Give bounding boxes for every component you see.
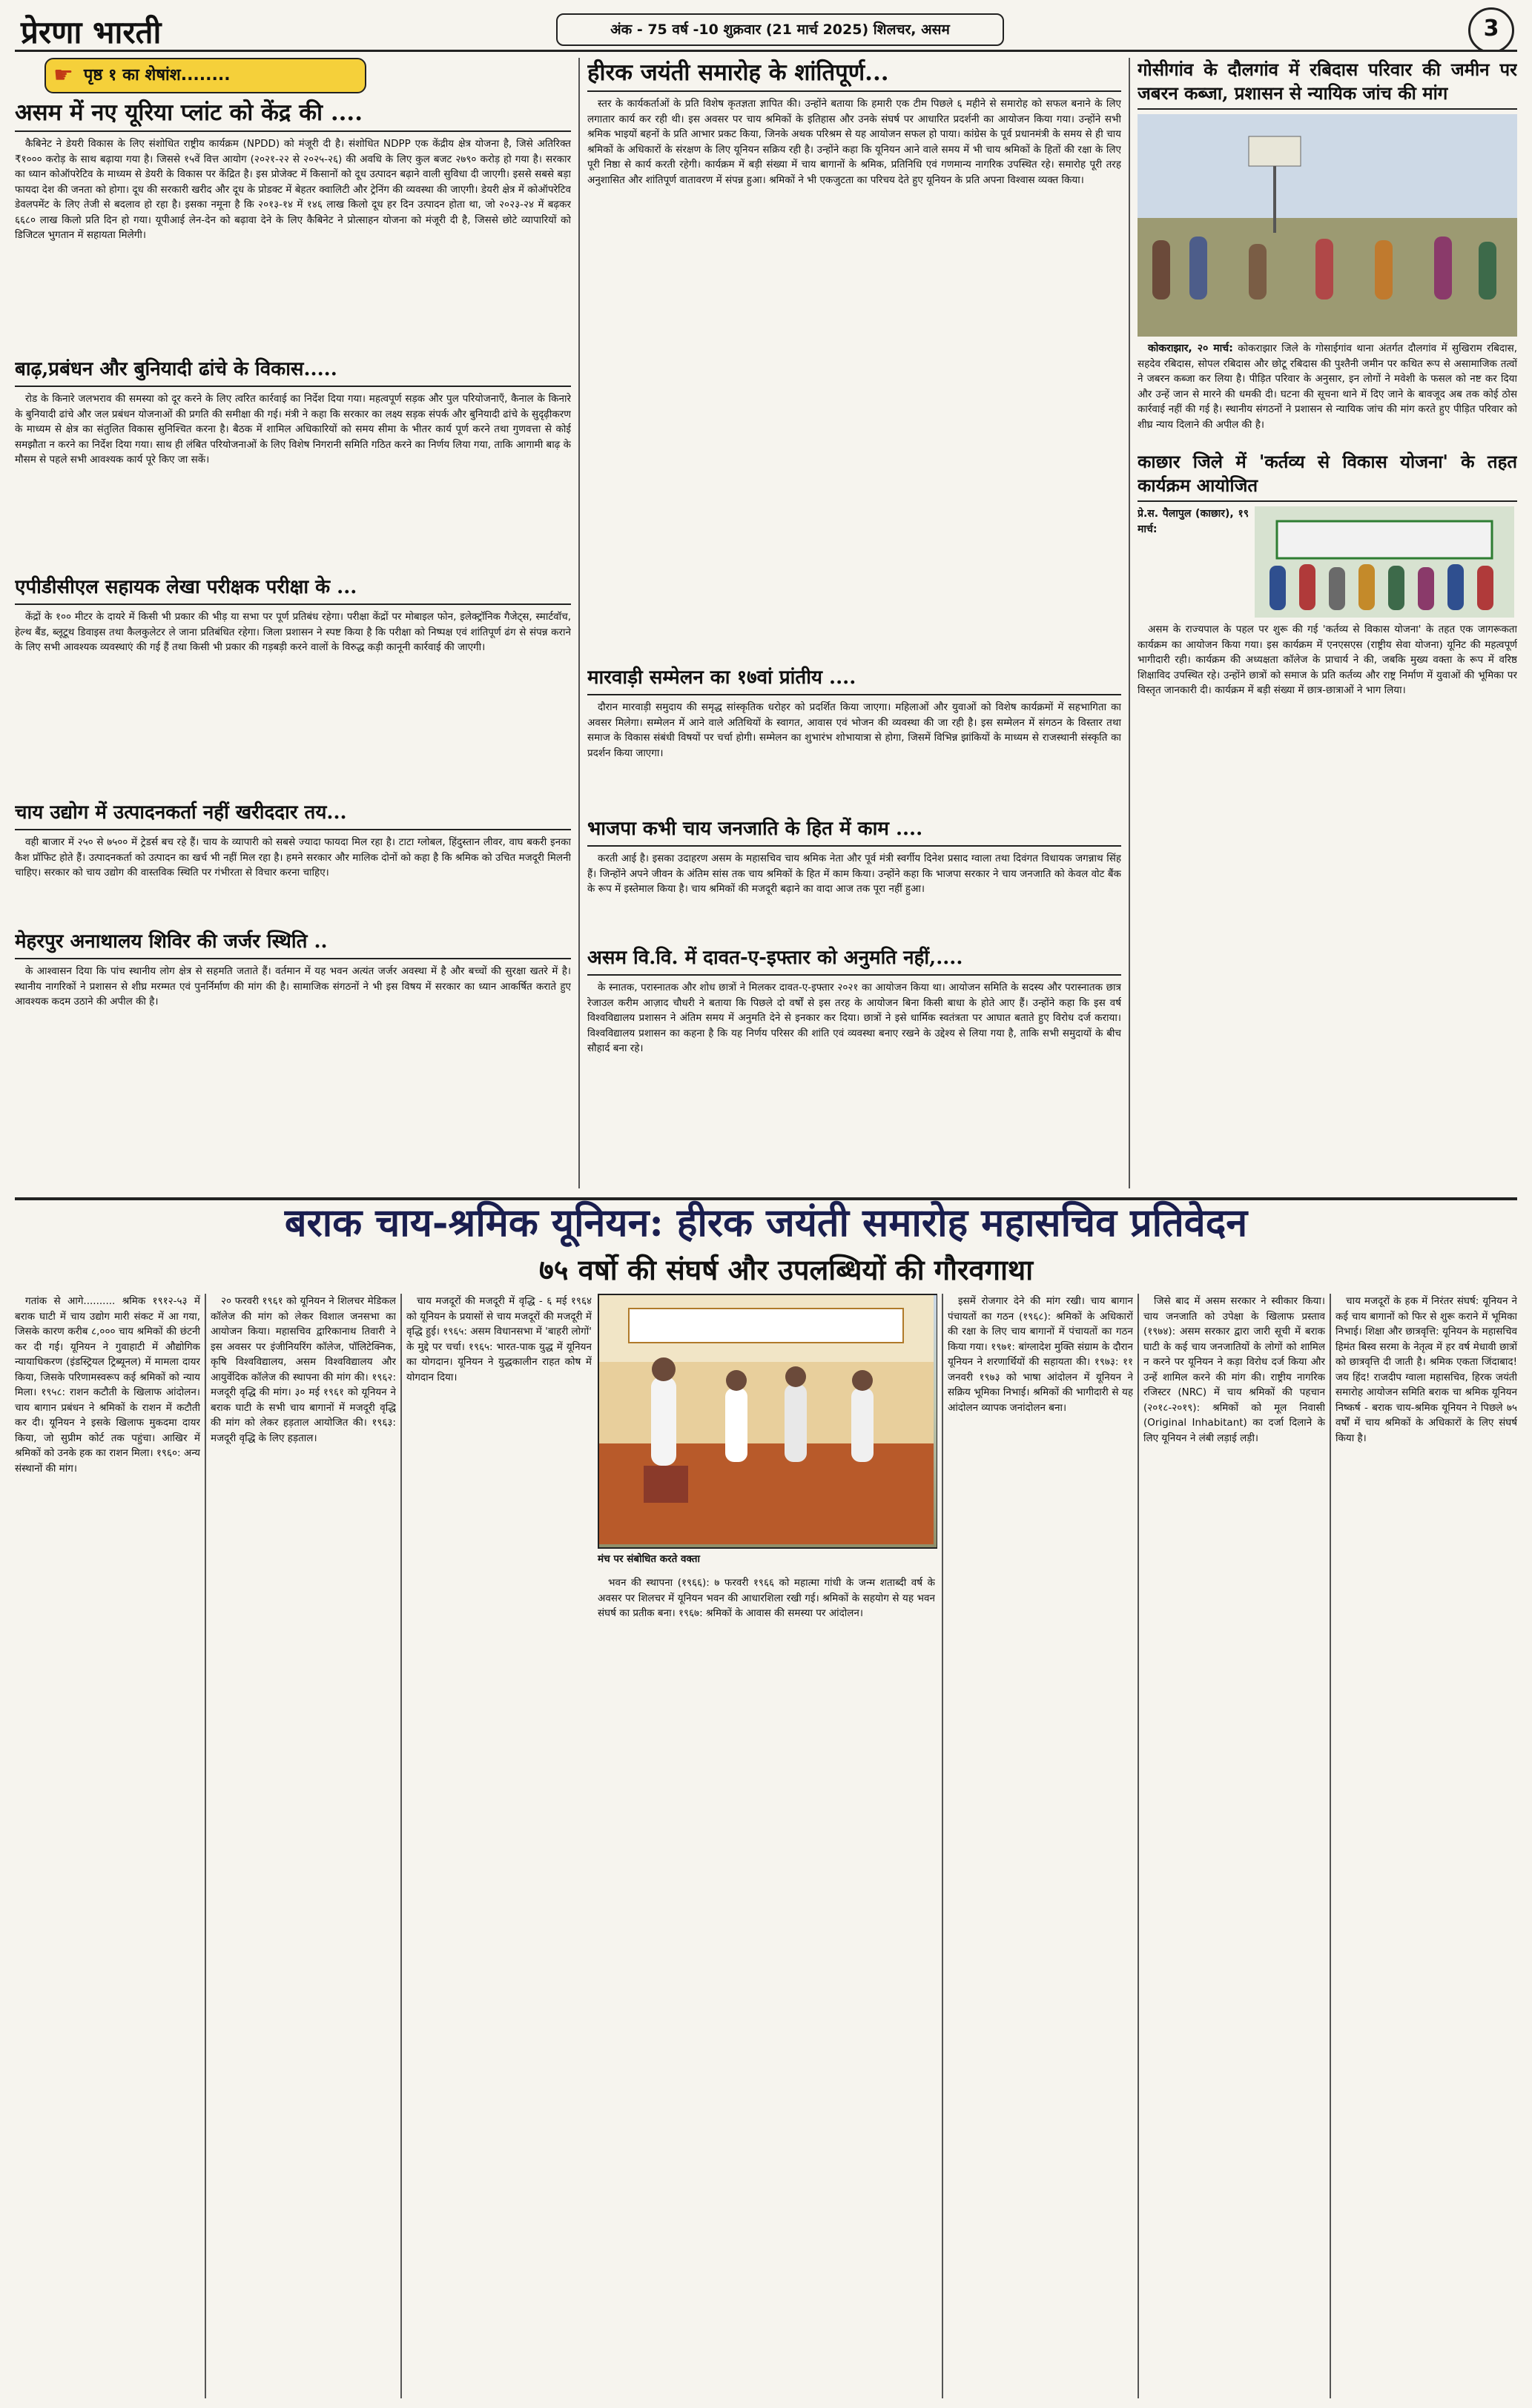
feature-column-b-text: २० फरवरी १९६१ को यूनियन ने शिलचर मेडिकल कॉलेज की मांग को लेकर विशाल जनसभा का आयोजन किया। महासचिव द्वारिकानाथ तिवारी ने इस अवसर पर इंजीनियरिंग कॉलेज, पॉलिटेक्निक, कृषि विश्वविद्यालय, असम विश्वविद्यालय और आयुर्वेदिक कॉलेज की स्थापना की मांग की। १९६२: मजदूरी वृद्धि की मांग। ३० मई १९६१ को यूनियन ने बराक घाटी के सभी चाय बागानों में मजदूरी वृद्धि की मांग को लेकर हड़ताल आयोजित की। १९६३: मजदूरी वृद्धि के लिए हड़ताल। bbox=[211, 1295, 396, 1444]
cachar-dateline: प्रे.स. पैलापुल (काछार), १९ मार्च: bbox=[1138, 508, 1249, 535]
diamond-jubilee-body: स्तर के कार्यकर्ताओं के प्रति विशेष कृतज्ञता ज्ञापित की। उन्होंने बताया कि हमारी एक टीम पिछले ६ महीने से समारोह को सफल बनाने के लिए लगातार कार्य कर रही थी। इस अवसर पर चाय श्रमिकों के इतिहास और उनके संघर्ष पर आधारित प्रदर्शनी का आयोजन किया गया। उन्होंने सभी श्रमिक भाइयों बहनों के प्रति आभार प्रकट किया, जिनके अथक परिश्रम से यह आयोजन सफल हो पाया। कांग्रेस के पूर्व प्रधानमंत्री के समय से ही चाय श्रमिकों के अधिकारों के संरक्षण के लिए यूनियन सक्रिय रही है। उन्होंने कहा कि यूनियन आने वाले समय में भी चाय श्रमिकों के हितों की रक्षा के लिए पूरी निष्ठा से कार्य करती रहेगी। कार्यक्रम में बड़ी संख्या में चाय बागानों के श्रमिक, प्रतिनिधि एवं गणमान्य नागरिक उपस्थित रहे। समारोह पूरी तरह अनुशासित और शांतिपूर्ण वातावरण में संपन्न हुआ। श्रमिकों ने भी एकजुटता का परिचय देते हुए यूनियन के प्रति अपना विश्वास व्यक्त किया। bbox=[587, 98, 1121, 186]
feature-column-a-text: गतांक से आगे.......... श्रमिक १९१२-५३ में बराक घाटी में चाय उद्योग मारी संकट में आ गया, जिसके कारण करीब ८,००० चाय श्रमिकों की छंटनी कर दी गई। यूनियन ने गुवाहाटी में औद्योगिक न्यायाधिकरण (इंडस्ट्रियल ट्रिब्यूनल) में मामला दायर किया, जिसके परिणामस्वरूप कई श्रमिकों को न्याय मिला। १९५८: राशन कटौती के खिलाफ आंदोलन। चाय बागान प्रबंधन ने श्रमिकों के राशन में कटौती कर दी। यूनियन ने इसके खिलाफ मुकदमा दायर किया, जो सुप्रीम कोर्ट तक पहुंचा। आखिर में श्रमिकों को उनके हक का राशन मिला। १९६०: अन्य संस्थानों की मांग। bbox=[15, 1295, 200, 1475]
feature-column-e-text: जिसे बाद में असम सरकार ने स्वीकार किया। चाय जनजाति को उपेक्षा के खिलाफ प्रस्ताव (१९७४): असम सरकार द्वारा जारी सूची में बराक घाटी के कई चाय जनजातियों के लोगों को शामिल न करने पर यूनियन ने कड़ा विरोध दर्ज किया और उन्हें शामिल करने की मांग की। राष्ट्रीय नागरिक रजिस्टर (NRC) में चाय श्रमिकों की पहचान (२०१८-२०१९): श्रमिकों को मूल निवासी (Original Inhabitant) का दर्जा दिलाने के लिए यूनियन ने लंबी लड़ाई लड़ी। bbox=[1143, 1295, 1325, 1444]
diamond-jubilee-headline: हीरक जयंती समारोह के शांतिपूर्ण... bbox=[587, 58, 1121, 92]
column-divider bbox=[1129, 58, 1130, 1188]
feature-column-c bbox=[406, 1294, 592, 2398]
gosigaon-body: कोकराझार जिले के गोसाईगांव थाना अंतर्गत दौलगांव में सुखिराम रबिदास, सहदेव रबिदास, सोपल रबिदास और छोटू रबिदास की पुश्तैनी जमीन पर कथित रूप से असामाजिक तत्वों ने जबरन कब्जा कर लिया है। पीड़ित परिवार के अनुसार, इन लोगों ने मवेशी के फसल को नष्ट कर दिया और उन्हें जान से मारने की धमकी दी। घटना की सूचना थाने में दिए जाने के बावजूद अब तक कोई ठोस कार्रवाई नहीं की गई है। स्थानीय संगठनों ने प्रशासन से न्यायिक जांच की मांग करते हुए पीड़ित परिवार को शीघ्र न्याय दिलाने की अपील की है। bbox=[1138, 343, 1517, 431]
column-divider bbox=[1138, 1294, 1139, 2398]
page-number: 3 bbox=[1468, 7, 1514, 52]
continued-label: पृष्ठ १ का शेषांश........ bbox=[83, 65, 231, 85]
tea-industry-headline: चाय उद्योग में उत्पादनकर्ता नहीं खरीददार तय... bbox=[15, 799, 571, 830]
tea-industry-body: वही बाजार में २५० से ७५०० में ट्रेडर्स बच रहे हैं। चाय के व्यापारी को सबसे ज्यादा फायदा मिल रहा है। टाटा ग्लोबल, हिंदुस्तान लीवर, वाघ बकरी इनका कैश प्रॉफिट होते हैं। उत्पादनकर्ता को उत्पादन का खर्च भी नहीं मिल रहा है। हमने सरकार और मालिक दोनों को कहा है कि श्रमिक को उचित मजदूरी मिलनी चाहिए। सरकार को चाय उद्योग की वास्तविक स्थिति पर गंभीरता से विचार करना चाहिए। bbox=[15, 836, 571, 879]
masthead bbox=[15, 6, 1517, 52]
bjp-headline: भाजपा कभी चाय जनजाति के हित में काम .... bbox=[587, 816, 1121, 847]
university-headline: असम वि.वि. में दावत-ए-इफ्तार को अनुमति नहीं,.... bbox=[587, 945, 1121, 976]
column-divider bbox=[400, 1294, 402, 2398]
newspaper-title: प्रेरणा भारती bbox=[21, 14, 162, 50]
feature-column-d-text: इसमें रोजगार देने की मांग रखी। चाय बागान पंचायतों का गठन (१९६८): श्रमिकों के अधिकारों की रक्षा के लिए चाय बागानों में पंचायतों का गठन किया गया। १९७१: बांग्लादेश मुक्ति संग्राम के दौरान यूनियन ने शरणार्थियों की सहायता की। १९७३: ११ जनवरी १९७३ को भाषा आंदोलन में यूनियन ने सक्रिय भूमिका निभाई। श्रमिकों की भागीदारी से यह आंदोलन व्यापक जनांदोलन बना। bbox=[948, 1295, 1133, 1414]
column-3 bbox=[1138, 58, 1517, 1188]
feature-photo-block bbox=[406, 1294, 937, 2398]
flood-headline: बाढ़,प्रबंधन और बुनियादी ढांचे के विकास..... bbox=[15, 356, 571, 387]
feature-stage-photo-art bbox=[599, 1295, 934, 1544]
cachar-event-photo-art bbox=[1255, 506, 1514, 618]
gosigaon-dateline: कोकराझार, २० मार्च: bbox=[1148, 343, 1233, 354]
column-divider bbox=[205, 1294, 206, 2398]
bjp-body: करती आई है। इसका उदाहरण असम के महासचिव चाय श्रमिक नेता और पूर्व मंत्री स्वर्गीय दिनेश प्रसाद ग्वाला तथा दिवंगत विधायक जगन्नाथ सिंह हैं। जिन्होंने अपने जीवन के अंतिम सांस तक चाय श्रमिकों के हित में काम किया। उन्होंने कहा कि भाजपा सरकार ने चाय जनजाति को केवल वोट बैंक के रूप में इस्तेमाल किया है। चाय श्रमिकों की मजदूरी बढ़ाने का वादा आज तक पूरा नहीं हुआ। bbox=[587, 853, 1121, 895]
marwari-headline: मारवाड़ी सम्मेलन का १७वां प्रांतीय .... bbox=[587, 664, 1121, 695]
feature-column-c-bottom-text: भवन की स्थापना (१९६६): ७ फरवरी १९६६ को महात्मा गांधी के जन्म शताब्दी वर्ष के अवसर पर शिलचर में यूनियन भवन की आधारशिला रखी गई। श्रमिकों के सहयोग से यह भवन संघर्ष का प्रतीक बना। १९६७: श्रमिकों के आवास की समस्या पर आंदोलन। bbox=[598, 1577, 935, 1619]
feature-column-b bbox=[211, 1294, 396, 2398]
apdcl-headline: एपीडीसीएल सहायक लेखा परीक्षक परीक्षा के ... bbox=[15, 574, 571, 605]
cachar-article bbox=[1138, 506, 1517, 618]
university-body: के स्नातक, परास्नातक और शोध छात्रों ने मिलकर दावत-ए-इफ्तार २०२१ का आयोजन किया था। आयोजन समिति के सदस्य और परास्नातक छात्र रेजाउल करीम आज़ाद चौधरी ने बताया कि पिछले दो वर्षों से इस तरह के आयोजन बिना किसी बाधा के होते आए हैं। उन्होंने कहा कि इस वर्ष विश्वविद्यालय प्रशासन ने अंतिम समय में अनुमति देने से इनकार कर दिया। छात्रों ने इसे धार्मिक स्वतंत्रता पर आघात बताते हुए विरोध दर्ज कराया। विश्वविद्यालय प्रशासन का कहना है कि यह निर्णय परिसर की शांति एवं व्यवस्था बनाए रखने के उद्देश्य से लिया गया है, ताकि सभी समुदायों के बीच सौहार्द बना रहे। bbox=[587, 982, 1121, 1054]
orphanage-headline: मेहरपुर अनाथालय शिविर की जर्जर स्थिति .. bbox=[15, 928, 571, 959]
land-dispute-photo-art bbox=[1138, 114, 1517, 337]
feature-stage-photo bbox=[598, 1294, 937, 1549]
feature-column-c-bottom bbox=[598, 1575, 935, 2398]
feature-photo-caption: मंच पर संबोधित करते वक्ता bbox=[598, 1553, 700, 1565]
feature-subtitle: ७५ वर्षो की संघर्ष और उपलब्धियों की गौरवगाथा bbox=[415, 1251, 1157, 1286]
feature-banner bbox=[15, 1197, 1517, 1286]
feature-column-f bbox=[1335, 1294, 1517, 2398]
feature-column-c-top-text: चाय मजदूरों की मजदूरी में वृद्धि - ६ मई १९६४ को यूनियन के प्रयासों से चाय मजदूरों की मजदूरी में वृद्धि हुई। १९६५: असम विधानसभा में 'बाहरी लोगों' के मुद्दे पर चर्चा। १९६५: भारत-पाक युद्ध में यूनियन का योगदान। यूनियन ने युद्धकालीन राहत कोष में योगदान दिया। bbox=[406, 1295, 592, 1383]
cachar-dateline-block bbox=[1138, 506, 1249, 618]
gosigaon-article bbox=[1138, 341, 1517, 432]
pointing-hand-icon: ☛ bbox=[53, 62, 73, 88]
marwari-body: दौरान मारवाड़ी समुदाय की समृद्ध सांस्कृतिक धरोहर को प्रदर्शित किया जाएगा। महिलाओं और युवाओं को विशेष कार्यक्रमों में सहभागिता का अवसर मिलेगा। सम्मेलन में आने वाले अतिथियों के स्वागत, आवास एवं भोजन की व्यवस्था की जा रही है। इस सम्मेलन में संगठन के विस्तार तथा समाज के विकास संबंधी विषयों पर चर्चा होगी। सम्मेलन का शुभारंभ शोभायात्रा से होगा, जिसमें विभिन्न झांकियों के माध्यम से राजस्थानी संस्कृति का प्रदर्शन किया जाएगा। bbox=[587, 701, 1121, 759]
column-1 bbox=[15, 58, 571, 1188]
feature-column-f-text: चाय मजदूरों के हक में निरंतर संघर्ष: यूनियन ने कई चाय बागानों को फिर से शुरू कराने में भूमिका निभाई। शिक्षा और छात्रवृत्ति: यूनियन के महासचिव हिमंत बिस्व सरमा के नेतृत्व में हर वर्ष मेधावी छात्रों को छात्रवृत्ति दी जाती है। श्रमिक एकता जिंदाबाद! जय हिंद! राजदीप ग्वाला महासचिव, हिरक जयंती समारोह आयोजन समिति बराक चा श्रमिक यूनियन निष्कर्ष - बराक चाय-श्रमिक यूनियन ने पिछले ७५ वर्षों में चाय श्रमिकों के अधिकारों के लिए संघर्ष किया है। bbox=[1335, 1295, 1517, 1444]
cachar-headline: काछार जिले में 'कर्तव्य से विकास योजना' के तहत कार्यक्रम आयोजित bbox=[1138, 450, 1517, 502]
feature-column-a bbox=[15, 1294, 200, 2398]
urea-headline: असम में नए यूरिया प्लांट को केंद्र की .... bbox=[15, 98, 571, 132]
cachar-event-photo bbox=[1255, 506, 1514, 618]
column-divider bbox=[942, 1294, 943, 2398]
urea-body: कैबिनेट ने डेयरी विकास के लिए संशोधित राष्ट्रीय कार्यक्रम (NPDD) को मंजूरी दी है। संशोधित NDPP एक केंद्रीय क्षेत्र योजना है, जिसे अतिरिक्त ₹१००० करोड़ के साथ बढ़ाया गया है। जिससे १५वें वित्त आयोग (२०२१-२२ से २०२५-२६) की अवधि के लिए कुल बजट २७९० करोड़ हो गया है। सरकार का ध्यान कोऑपरेटिव के माध्यम से डेयरी के विकास पर केंद्रित है। इस प्रोजेक्ट में किसानों को दूध उत्पादन बढ़ाने वाली सुविधा दी जाएगी। इससे सबसे बड़ा फायदा देश की जनता को होगा। दूध की सरकारी खरीद और दूध के प्रोडक्ट में बेहतर क्वालिटी और ट्रेनिंग की व्यवस्था की जाएगी। डेयरी क्षेत्र में कोऑपरेटिव डेवलपमेंट के लिए तेजी से बदलाव हो रहा है। इसका नमूना है कि २०१३-१४ में १४६ लाख किलो दूध हर दिन उत्पादन होता था, जो २०२३-२४ में बढ़कर ६६८० लाख किलो प्रति दिन हो गया। यूपीआई लेन-देन को बढ़ावा देने के लिए कैबिनेट ने प्रोत्साहन योजना को मंजूरी दी है, जिससे छोटे व्यापारियों को डिजिटल भुगतान में सहायता मिलेगी। bbox=[15, 138, 571, 241]
gosigaon-headline: गोसीगांव के दौलगांव में रबिदास परिवार की जमीन पर जबरन कब्जा, प्रशासन से न्यायिक जांच की मांग bbox=[1138, 58, 1517, 110]
cachar-body: असम के राज्यपाल के पहल पर शुरू की गई 'कर्तव्य से विकास योजना' के तहत एक जागरूकता कार्यक्रम का आयोजन किया गया। इस कार्यक्रम में एनएसएस (राष्ट्रीय सेवा योजना) यूनिट की महत्वपूर्ण भागीदारी रही। कार्यक्रम की अध्यक्षता कॉलेज के प्राचार्य ने की, जबकि मुख्य वक्ता के रूप में वरिष्ठ शिक्षाविद उपस्थित रहे। उन्होंने छात्रों को समाज के प्रति कर्तव्य और राष्ट्र निर्माण में युवाओं की भूमिका पर विस्तृत जानकारी दी। कार्यक्रम में बड़ी संख्या में छात्र-छात्राओं ने भाग लिया। bbox=[1138, 624, 1517, 696]
orphanage-body: के आश्वासन दिया कि पांच स्थानीय लोग क्षेत्र से सहमति जताते हैं। वर्तमान में यह भवन अत्यंत जर्जर अवस्था में है और बच्चों की सुरक्षा खतरे में है। स्थानीय नागरिकों ने प्रशासन से शीघ्र मरम्मत एवं पुनर्निर्माण की मांग की है। सामाजिक संगठनों ने भी इस विषय में सरकार का ध्यान आकर्षित कराते हुए आवश्यक कदम उठाने की अपील की है। bbox=[15, 965, 571, 1008]
flood-body: रोड के किनारे जलभराव की समस्या को दूर करने के लिए त्वरित कार्रवाई का निर्देश दिया गया। महत्वपूर्ण सड़क और पुल परियोजनाएँ, कैनाल के किनारे के बुनियादी ढांचे और जल प्रबंधन योजनाओं की प्रगति की समीक्षा की गई। मंत्री ने कहा कि सरकार का लक्ष्य सड़क संपर्क और बुनियादी ढांचे के सुदृढ़ीकरण के माध्यम से क्षेत्र का संतुलित विकास सुनिश्चित करना है। बैठक में शामिल अधिकारियों को समय सीमा के भीतर कार्य पूर्ण करने तथा गुणवत्ता से कोई समझौता न करने का निर्देश दिया गया। साथ ही लंबित परियोजनाओं के लिए विशेष निगरानी समिति गठित करने का निर्णय लिया गया, ताकि आगामी बाढ़ के मौसम से पहले सभी आवश्यक कार्य पूरे किए जा सकें। bbox=[15, 393, 571, 466]
column-2 bbox=[587, 58, 1121, 1188]
feature-column-e bbox=[1143, 1294, 1325, 2398]
column-divider bbox=[1330, 1294, 1331, 2398]
column-divider bbox=[578, 58, 580, 1188]
feature-column-d bbox=[948, 1294, 1133, 2398]
feature-title: बराक चाय-श्रमिक यूनियन: हीरक जयंती समारोह महासचिव प्रतिवेदन bbox=[284, 1200, 1248, 1246]
land-dispute-photo bbox=[1138, 114, 1517, 337]
issue-line: अंक - 75 वर्ष -10 शुक्रवार (21 मार्च 2025) शिलचर, असम bbox=[556, 13, 1004, 46]
continued-banner bbox=[44, 58, 366, 93]
apdcl-body: केंद्रों के १०० मीटर के दायरे में किसी भी प्रकार की भीड़ या सभा पर पूर्ण प्रतिबंध रहेगा। परीक्षा केंद्रों पर मोबाइल फोन, इलेक्ट्रॉनिक गैजेट्स, स्मार्टवॉच, हेल्थ बैंड, ब्लूटूथ डिवाइस तथा कैलकुलेटर ले जाना प्रतिबंधित रहेगा। जिला प्रशासन ने स्पष्ट किया है कि परीक्षा को निष्पक्ष एवं शांतिपूर्ण ढंग से संपन्न कराने के लिए सभी आवश्यक व्यवस्थाएं की गई हैं तथा किसी भी प्रकार की गड़बड़ी करने वालों के विरुद्ध कड़ी कानूनी कार्रवाई की जाएगी। bbox=[15, 611, 571, 653]
